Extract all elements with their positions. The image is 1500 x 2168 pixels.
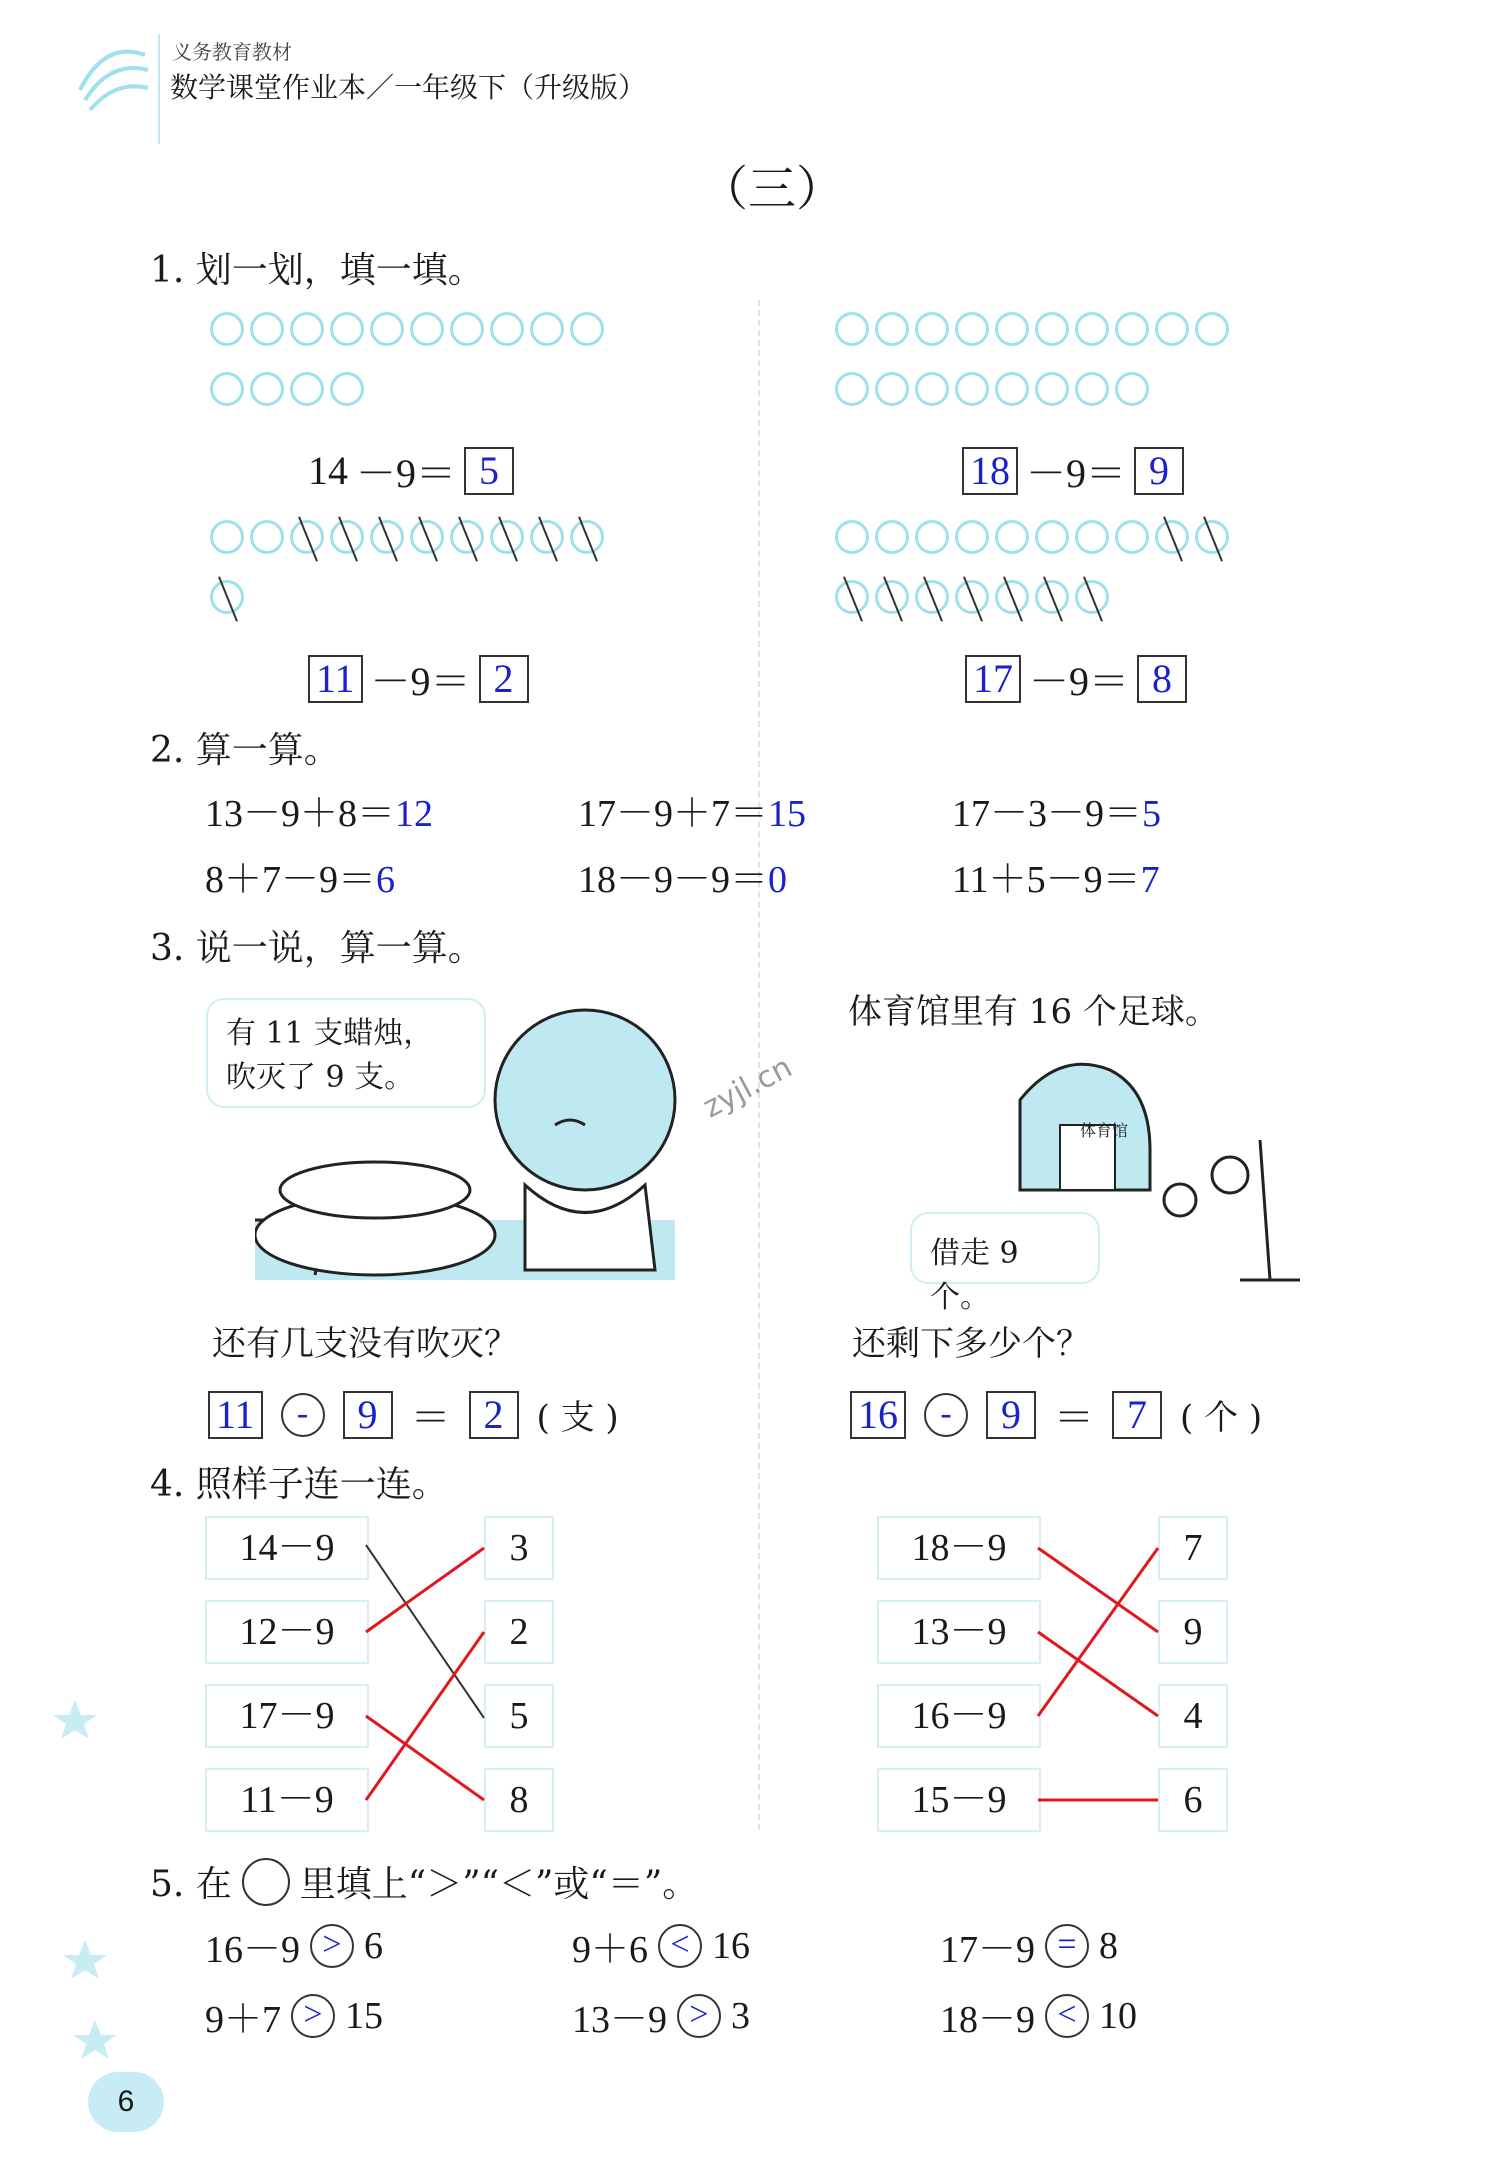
dot-icon	[250, 312, 284, 346]
dot-icon	[370, 520, 404, 554]
dot-icon	[875, 312, 909, 346]
header-main: 数学课堂作业本／一年级下（升级版）	[170, 71, 647, 104]
dot-icon	[915, 312, 949, 346]
slash-mark	[458, 516, 478, 561]
dot-icon	[530, 312, 564, 346]
dot-icon	[490, 312, 524, 346]
match-line[interactable]	[366, 1716, 484, 1800]
q3-left-op[interactable]: -	[281, 1393, 325, 1437]
q4-answer[interactable]: 3	[484, 1516, 554, 1580]
dot-icon	[835, 312, 869, 346]
page-number-badge	[88, 2072, 164, 2132]
q5-label-pre: 5. 在	[150, 1864, 232, 1905]
eq-b-op: －9＝	[1026, 451, 1126, 496]
q3-left-question: 还有几支没有吹灭？	[212, 1324, 518, 1364]
q3-left-b[interactable]: 9	[343, 1391, 393, 1439]
q4-label: 4. 照样子连一连。	[150, 1464, 448, 1505]
q4-expression[interactable]: 17－9	[205, 1684, 369, 1748]
dot-icon	[250, 520, 284, 554]
q4-answer[interactable]: 9	[1158, 1600, 1228, 1664]
q4-expression[interactable]: 13－9	[877, 1600, 1041, 1664]
q5-left: 17－9	[940, 1929, 1036, 1971]
slash-mark	[378, 516, 398, 561]
q5-right: 3	[731, 1994, 751, 2037]
slash-mark	[498, 516, 518, 561]
q2-expression: 11＋5－9＝	[952, 859, 1141, 901]
q3-left-eq: ＝	[410, 1395, 451, 1440]
q1-dots-a	[210, 312, 604, 406]
dot-icon	[490, 520, 524, 554]
q3-right-op[interactable]: -	[924, 1393, 968, 1437]
dot-icon	[1035, 520, 1069, 554]
dot-icon	[570, 312, 604, 346]
q5-item	[572, 1918, 750, 1973]
q2-item	[578, 782, 806, 837]
q5-item	[572, 1988, 750, 2043]
speech-bubble-right	[910, 1212, 1100, 1315]
q2-label: 2. 算一算。	[150, 730, 340, 771]
dot-icon	[1155, 520, 1189, 554]
dot-icon	[410, 312, 444, 346]
q3-left-r[interactable]: 2	[469, 1391, 519, 1439]
q5-sign[interactable]: >	[677, 1994, 721, 2038]
q4-expression[interactable]: 14－9	[205, 1516, 369, 1580]
eq-b-left[interactable]: 18	[962, 447, 1018, 495]
q1-equation-a	[308, 442, 514, 499]
dot-icon	[410, 520, 444, 554]
dot-icon	[995, 520, 1029, 554]
header-divider	[158, 34, 160, 144]
q3-left-equation	[208, 1386, 619, 1443]
dot-icon	[370, 312, 404, 346]
q2-item	[205, 848, 395, 903]
dot-icon	[330, 520, 364, 554]
q5-left: 18－9	[940, 1999, 1036, 2041]
q2-answer[interactable]: 12	[395, 793, 434, 835]
q4-answer[interactable]: 7	[1158, 1516, 1228, 1580]
q3-left-unit: ( 支 )	[536, 1398, 619, 1438]
eq-c-op: －9＝	[370, 659, 471, 704]
match-line[interactable]	[1038, 1548, 1158, 1632]
q2-answer[interactable]: 6	[376, 859, 396, 901]
q5-left: 16－9	[205, 1929, 301, 1971]
q2-expression: 18－9－9＝	[578, 859, 769, 901]
eq-a-op: －9＝	[356, 451, 456, 496]
dot-icon	[210, 520, 244, 554]
slash-mark	[1043, 576, 1063, 621]
q3-right-question: 还剩下多少个？	[852, 1324, 1090, 1364]
bubble-line-2: 吹灭了 9 支。	[226, 1060, 415, 1095]
q4-expression[interactable]: 15－9	[877, 1768, 1041, 1832]
eq-c-left[interactable]: 11	[308, 655, 363, 703]
dot-icon	[450, 520, 484, 554]
dot-icon	[1115, 520, 1149, 554]
q2-expression: 8＋7－9＝	[205, 859, 377, 901]
q4-expression[interactable]: 18－9	[877, 1516, 1041, 1580]
dot-icon	[875, 580, 909, 614]
page-number: 6	[117, 2085, 135, 2118]
dot-icon	[1115, 312, 1149, 346]
q5-sign[interactable]: >	[310, 1924, 354, 1968]
q1-dots-c	[210, 520, 604, 614]
q3-right-equation	[850, 1386, 1262, 1443]
q4-expression[interactable]: 11－9	[205, 1768, 369, 1832]
q2-expression: 13－9＋8＝	[205, 793, 396, 835]
q4-answer[interactable]: 4	[1158, 1684, 1228, 1748]
dot-icon	[835, 520, 869, 554]
match-line[interactable]	[366, 1548, 484, 1632]
slash-mark	[418, 516, 438, 561]
q2-item	[952, 848, 1160, 903]
dot-icon	[330, 312, 364, 346]
slash-mark	[963, 576, 983, 621]
q5-right: 16	[712, 1924, 751, 1967]
eq-b-answer[interactable]: 9	[1134, 447, 1184, 495]
dot-icon	[290, 312, 324, 346]
bubble-line-1: 有 11 支蜡烛，	[226, 1016, 434, 1051]
dot-icon	[1195, 312, 1229, 346]
q5-right: 15	[345, 1994, 384, 2037]
dot-icon	[1075, 372, 1109, 406]
q3-right-top: 体育馆里有 16 个足球。	[848, 992, 1219, 1032]
q5-item	[940, 1918, 1118, 1973]
q2-answer[interactable]: 5	[1142, 793, 1162, 835]
eq-d-answer[interactable]: 8	[1137, 655, 1187, 703]
dot-icon	[1115, 372, 1149, 406]
dot-icon	[1035, 312, 1069, 346]
dot-icon	[995, 580, 1029, 614]
dot-icon	[875, 520, 909, 554]
header-logo-icon	[60, 30, 150, 120]
dot-icon	[210, 372, 244, 406]
q3-right-r[interactable]: 7	[1112, 1391, 1162, 1439]
slash-mark	[338, 516, 358, 561]
dot-icon	[915, 520, 949, 554]
q2-expression: 17－9＋7＝	[578, 793, 769, 835]
slash-mark	[538, 516, 558, 561]
q4-expression[interactable]: 16－9	[877, 1684, 1041, 1748]
speech-bubble-left	[206, 998, 486, 1108]
q4-expression[interactable]: 12－9	[205, 1600, 369, 1664]
q5-left: 9＋7	[205, 1999, 282, 2041]
slash-mark	[298, 516, 318, 561]
q1-equation-b	[962, 442, 1184, 499]
dot-icon	[875, 372, 909, 406]
q4-answer[interactable]: 8	[484, 1768, 554, 1832]
q3-right-eq: ＝	[1054, 1395, 1094, 1440]
dot-icon	[530, 520, 564, 554]
slash-mark	[578, 516, 598, 561]
page-title: （三）	[700, 161, 845, 217]
slash-mark	[1163, 516, 1183, 561]
slash-mark	[1203, 516, 1223, 561]
q3-right-b[interactable]: 9	[986, 1391, 1036, 1439]
dot-icon	[1195, 520, 1229, 554]
q5-right: 10	[1099, 1994, 1138, 2037]
q1-dots-d	[835, 520, 1229, 614]
slash-mark	[1003, 576, 1023, 621]
dot-icon	[835, 372, 869, 406]
q2-answer[interactable]: 7	[1140, 859, 1160, 901]
dot-icon	[955, 372, 989, 406]
dot-icon	[210, 580, 244, 614]
header-small: 义务教育教材	[172, 40, 292, 64]
dot-icon	[995, 372, 1029, 406]
dot-icon	[1075, 312, 1109, 346]
slash-mark	[218, 576, 238, 621]
q2-item	[952, 782, 1161, 837]
watermark: zyjl.cn	[697, 1049, 798, 1126]
eq-a-answer[interactable]: 5	[464, 447, 514, 495]
q5-item	[940, 1988, 1137, 2043]
eq-c-answer[interactable]: 2	[479, 655, 529, 703]
dot-icon	[1035, 372, 1069, 406]
dot-icon	[450, 312, 484, 346]
dot-icon	[1075, 580, 1109, 614]
match-line[interactable]	[1038, 1632, 1158, 1716]
q2-expression: 17－3－9＝	[952, 793, 1143, 835]
q5-right: 8	[1099, 1924, 1119, 1967]
sample-line	[366, 1545, 484, 1718]
dot-icon	[915, 580, 949, 614]
eq-d-left[interactable]: 17	[965, 655, 1021, 703]
q1-dots-b	[835, 312, 1229, 406]
q5-item	[205, 1988, 383, 2043]
q2-item	[205, 782, 433, 837]
q2-item	[578, 848, 787, 903]
q3-right-a[interactable]: 16	[850, 1391, 906, 1439]
eq-a-left: 14	[308, 448, 348, 493]
slash-mark	[923, 576, 943, 621]
q2-answer[interactable]: 15	[768, 793, 807, 835]
eq-d-op: －9＝	[1029, 659, 1129, 704]
dot-icon	[210, 312, 244, 346]
dot-icon	[1155, 312, 1189, 346]
bubble-right-text: 借走 9 个。	[930, 1236, 1019, 1315]
dot-icon	[915, 372, 949, 406]
q1-equation-d	[965, 650, 1187, 707]
match-line[interactable]	[366, 1632, 484, 1800]
q1-equation-c	[308, 650, 529, 707]
q4-answer[interactable]: 5	[484, 1684, 554, 1748]
q5-circle-icon	[242, 1858, 290, 1906]
dot-icon	[330, 372, 364, 406]
gym-sign: 体育馆	[1080, 1121, 1129, 1140]
dot-icon	[955, 580, 989, 614]
q5-left: 13－9	[572, 1999, 668, 2041]
q2-answer[interactable]: 0	[768, 859, 788, 901]
dot-icon	[1075, 520, 1109, 554]
dot-icon	[835, 580, 869, 614]
q5-sign[interactable]: <	[1045, 1994, 1089, 2038]
dot-icon	[290, 372, 324, 406]
dot-icon	[955, 312, 989, 346]
q5-item	[205, 1918, 383, 1973]
dot-icon	[250, 372, 284, 406]
slash-mark	[843, 576, 863, 621]
slash-mark	[1083, 576, 1103, 621]
q5-right: 6	[364, 1924, 384, 1967]
q5-label-post: 里填上“＞”“＜”或“＝”。	[299, 1864, 699, 1905]
q3-left-a[interactable]: 11	[208, 1391, 263, 1439]
q5-left: 9＋6	[572, 1929, 649, 1971]
dot-icon	[955, 520, 989, 554]
dot-icon	[290, 520, 324, 554]
q3-right-unit: ( 个 )	[1180, 1398, 1263, 1438]
q5-label	[150, 1856, 698, 1907]
dot-icon	[1035, 580, 1069, 614]
q5-sign[interactable]: >	[291, 1994, 335, 2038]
q1-label: 1. 划一划，填一填。	[150, 250, 484, 291]
dot-icon	[570, 520, 604, 554]
match-line[interactable]	[1038, 1548, 1158, 1716]
q4-answer[interactable]: 6	[1158, 1768, 1228, 1832]
slash-mark	[883, 576, 903, 621]
q5-sign[interactable]: =	[1045, 1924, 1089, 1968]
q5-sign[interactable]: <	[658, 1924, 702, 1968]
q4-answer[interactable]: 2	[484, 1600, 554, 1664]
q3-label: 3. 说一说，算一算。	[150, 928, 484, 969]
dot-icon	[995, 312, 1029, 346]
